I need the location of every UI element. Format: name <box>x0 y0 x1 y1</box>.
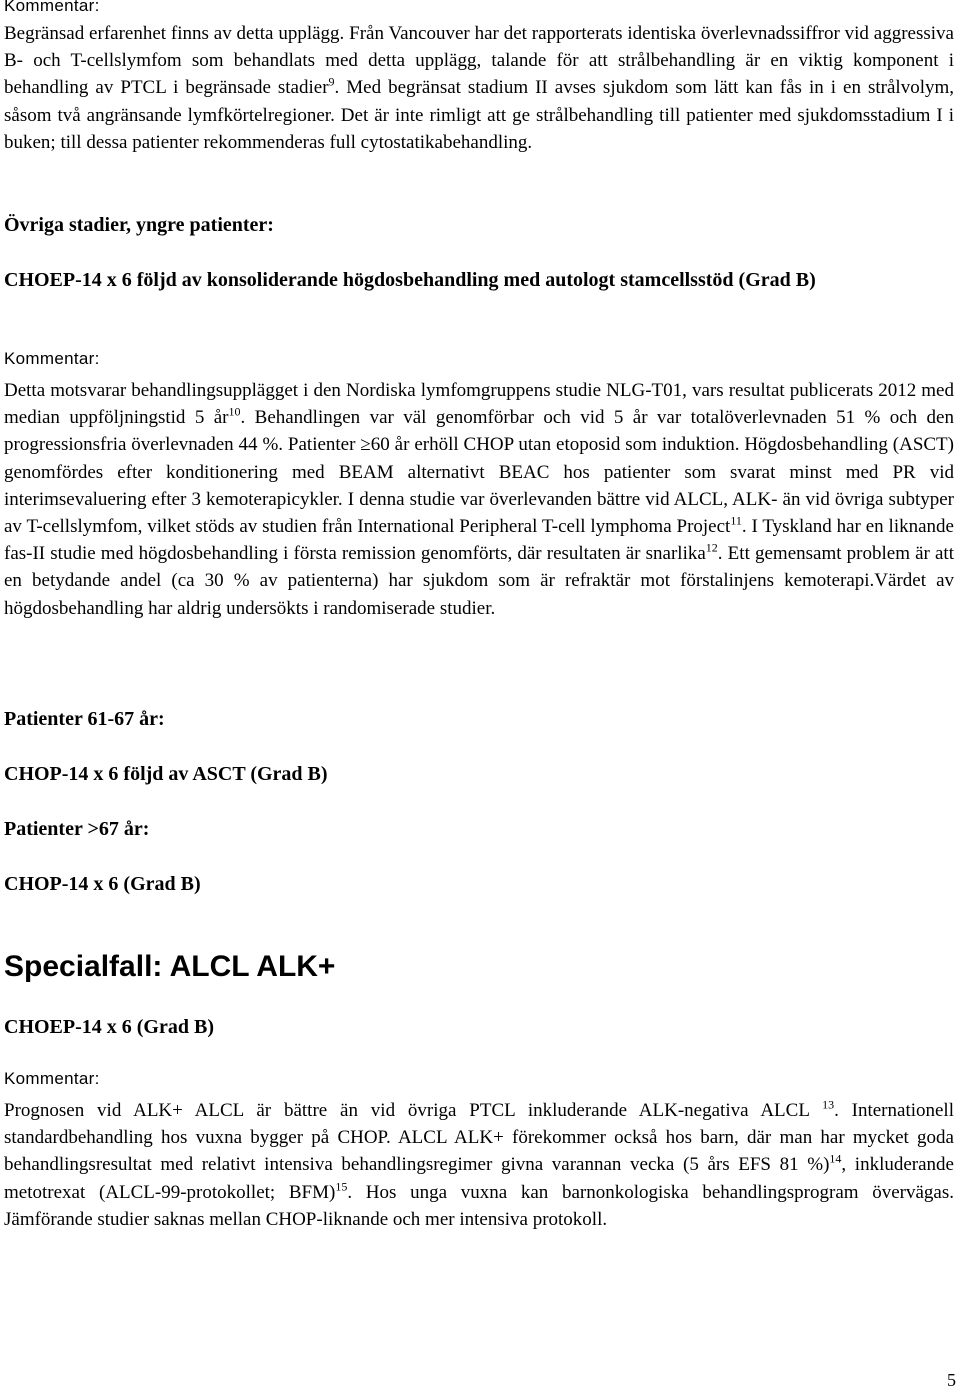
reference-superscript: 10 <box>228 404 241 419</box>
heading-specialfall: Specialfall: ALCL ALK+ <box>4 950 336 983</box>
reference-superscript: 11 <box>730 513 742 528</box>
paragraph-text: Detta motsvarar behandlingsupplägget i den Nordiska lymfomgruppens studie NLG-T01, vars resultat publicerats 2012 med median uppföljningstid 5 år <box>4 380 954 429</box>
heading-chop-asct: CHOP-14 x 6 följd av ASCT (Grad B) <box>4 763 328 785</box>
heading-chop: CHOP-14 x 6 (Grad B) <box>4 873 201 895</box>
paragraph-1 <box>4 20 954 156</box>
page-number: 5 <box>947 1370 956 1390</box>
reference-superscript: 15 <box>335 1179 348 1194</box>
comment-label-3: Kommentar: <box>4 1069 100 1088</box>
heading-choep-6: CHOEP-14 x 6 (Grad B) <box>4 1016 214 1038</box>
reference-superscript: 13 <box>822 1097 835 1112</box>
paragraph-text: Prognosen vid ALK+ ALCL är bättre än vid övriga PTCL inkluderande ALK-negativa ALCL <box>4 1100 823 1121</box>
paragraph-text: . I Tyskland har en liknande fas-II studie med högdosbehandling i första remission genomförts, där resultaten är snarlika <box>4 516 954 565</box>
comment-label-2: Kommentar: <box>4 349 100 368</box>
comment-label-1: Kommentar: <box>4 0 100 15</box>
heading-choep-asct: CHOEP-14 x 6 följd av konsoliderande högdosbehandling med autologt stamcellsstöd (Grad B) <box>4 269 816 291</box>
heading-patienter-over-67: Patienter >67 år: <box>4 818 150 840</box>
paragraph-2 <box>4 377 954 622</box>
heading-ovriga-stadier: Övriga stadier, yngre patienter: <box>4 214 274 236</box>
heading-patienter-61-67: Patienter 61-67 år: <box>4 708 165 730</box>
paragraph-text: . Med begränsat stadium II avses sjukdom som lätt kan fås in i en strålvolym, såsom två angränsande lymfkörtelregioner. Det är inte rimligt att ge strålbehandling till patienter med sjukdomsstadium I i buken; till dessa patienter rekommenderas full cytostatikabehandling. <box>4 77 954 153</box>
paragraph-text: . Ett gemensamt problem är att en betydande andel (ca 30 % av patienterna) har sjukdom som är refraktär mot förstalinjens kemoterapi.Värdet av högdosbehandling har aldrig undersökts i randomiserade studier. <box>4 543 954 619</box>
paragraph-text: . Hos unga vuxna kan barnonkologiska behandlingsprogram övervägas. Jämförande studier saknas mellan CHOP-liknande och mer intensiva protokoll. <box>4 1181 954 1230</box>
reference-superscript: 12 <box>705 540 718 555</box>
paragraph-text: . Behandlingen var väl genomförbar och vid 5 år var totalöverlevnaden 51 % och den progressionsfria överlevnaden 44 %. Patienter ≥60 år erhöll CHOP utan etoposid som induktion. Högdosbehandling (ASCT) genomfördes efter konditionering med BEAM alternativt BEAC hos patienter som svarat minst med PR vid interimsevaluering efter 3 kemoterapicykler. I denna studie var överlevanden bättre vid ALCL, ALK- än vid övriga subtyper av T-cellslymfom, vilket stöds av studien från International Peripheral T-cell lymphoma Project <box>4 407 954 538</box>
reference-superscript: 9 <box>328 75 335 90</box>
reference-superscript: 14 <box>829 1152 842 1167</box>
paragraph-3 <box>4 1097 954 1233</box>
paragraph-text: . Internationell standardbehandling hos vuxna bygger på CHOP. ALCL ALK+ förekommer också hos barn, där man har mycket goda behandlingsresultat med relativt intensiva behandlingsregimer givna varannan vecka (5 års EFS 81 %) <box>4 1100 954 1176</box>
paragraph-text: , inkluderande metotrexat (ALCL-99-protokollet; BFM) <box>4 1154 954 1203</box>
paragraph-text: Begränsad erfarenhet finns av detta upplägg. Från Vancouver har det rapporterats identiska överlevnadssiffror vid aggressiva B- och T-cellslymfom som behandlats med detta upplägg, talande för att strålbehandling är en viktig komponent i behandling av PTCL i begränsade stadier <box>4 23 954 99</box>
